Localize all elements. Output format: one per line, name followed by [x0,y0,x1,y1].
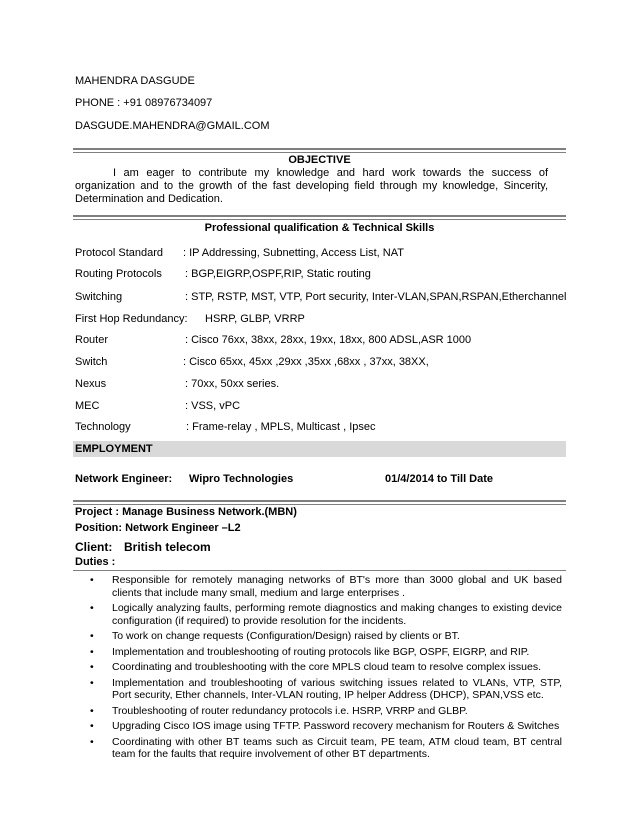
objective-text: I am eager to contribute my knowledge and hard work towards the success of organization and to the growth of the fast developing field through my knowledge, Sincerity, Determination and Dedication. [75,167,548,205]
skill-value: : IP Addressing, Subnetting, Access List, NAT [183,247,404,259]
job-dates: 01/4/2014 to Till Date [385,473,494,485]
duty-text: Coordinating and troubleshooting with the core MPLS cloud team to resolve complex issues. [112,661,541,673]
employment-heading: EMPLOYMENT [75,443,153,455]
duties-list [90,574,562,764]
candidate-name: MAHENDRA DASGUDE [75,75,195,87]
bullet-icon: • [90,630,94,642]
duty-text: To work on change requests (Configuration/Design) raised by clients or BT. [112,630,460,642]
duty-text: Logically analyzing faults, performing remote diagnostics and making changes to existing device configuration (if required) to provide resolution for the incidents. [112,602,562,627]
project-name: Project : Manage Business Network.(MBN) [75,506,297,518]
list-item [90,720,562,733]
skill-value: : 70xx, 50xx series. [185,378,280,390]
skill-label: Switching [75,291,123,303]
skill-label: Router [75,334,109,346]
list-item [90,736,562,761]
skill-value: : STP, RSTP, MST, VTP, Port security, Inter-VLAN,SPAN,RSPAN,Etherchannel [185,291,567,303]
section-divider [73,215,566,220]
list-item [90,705,562,718]
phone-number: PHONE : +91 08976734097 [75,97,213,109]
job-company: Wipro Technologies [189,473,294,485]
email-address: DASGUDE.MAHENDRA@GMAIL.COM [75,120,270,132]
skill-label: Protocol Standard [75,247,164,259]
list-item [90,677,562,702]
client-label: Client: [75,540,113,554]
list-item [90,661,562,674]
duty-text: Upgrading Cisco IOS image using TFTP. Password recovery mechanism for Routers & Switches [112,720,560,732]
bullet-icon: • [90,645,94,658]
skill-label: First Hop Redundancy: [75,313,188,325]
skill-value: : Cisco 76xx, 38xx, 28xx, 19xx, 18xx, 800 ADSL,ASR 1000 [185,334,472,346]
list-item [90,630,562,643]
duty-text: Troubleshooting of router redundancy protocols i.e. HSRP, VRRP and GLBP. [112,704,468,717]
skill-value: : BGP,EIGRP,OSPF,RIP, Static routing [185,268,371,280]
skill-label: Technology [75,421,131,433]
skill-value: : VSS, vPC [185,400,241,412]
skill-label: MEC [75,400,100,412]
duty-text: Implementation and troubleshooting of routing protocols like BGP, OSPF, EIGRP, and RIP. [112,645,530,658]
skill-label: Routing Protocols [75,268,162,280]
bullet-icon: • [90,676,94,689]
section-divider [73,500,566,505]
skill-value: : Frame-relay , MPLS, Multicast , Ipsec [186,421,376,433]
duties-divider [73,570,566,571]
bullet-icon: • [90,720,94,732]
list-item [90,602,562,627]
skill-value: : Cisco 65xx, 45xx ,29xx ,35xx ,68xx , 37xx, 38XX, [183,356,429,368]
duty-text: Implementation and troubleshooting of various switching issues related to VLANs, VTP, STP, Port security, Ether channels, Inter-VLAN routing, IP helper Address (DHCP), SPAN,VSS etc. [112,676,562,701]
objective-heading: OBJECTIVE [288,154,351,166]
job-role: Network Engineer: [75,473,173,485]
bullet-icon: • [90,661,94,673]
section-divider [73,148,566,153]
list-item [90,646,562,659]
position-title: Position: Network Engineer –L2 [75,522,241,534]
list-item [90,574,562,599]
bullet-icon: • [90,602,94,614]
skill-label: Switch [75,356,108,368]
skill-value: HSRP, GLBP, VRRP [205,313,305,325]
bullet-icon: • [90,574,94,586]
bullet-icon: • [90,704,94,717]
skills-heading: Professional qualification & Technical Skills [204,222,435,234]
duties-label: Duties : [75,556,116,568]
bullet-icon: • [90,735,94,748]
duty-text: Responsible for remotely managing networks of BT's more than 3000 global and UK based clients that include many small, medium and large enterprises . [112,574,562,599]
client-value: British telecom [124,540,211,554]
skill-label: Nexus [75,378,107,390]
duty-text: Coordinating with other BT teams such as Circuit team, PE team, ATM cloud team, BT central team for the faults that require involvement of other BT departments. [112,735,562,760]
